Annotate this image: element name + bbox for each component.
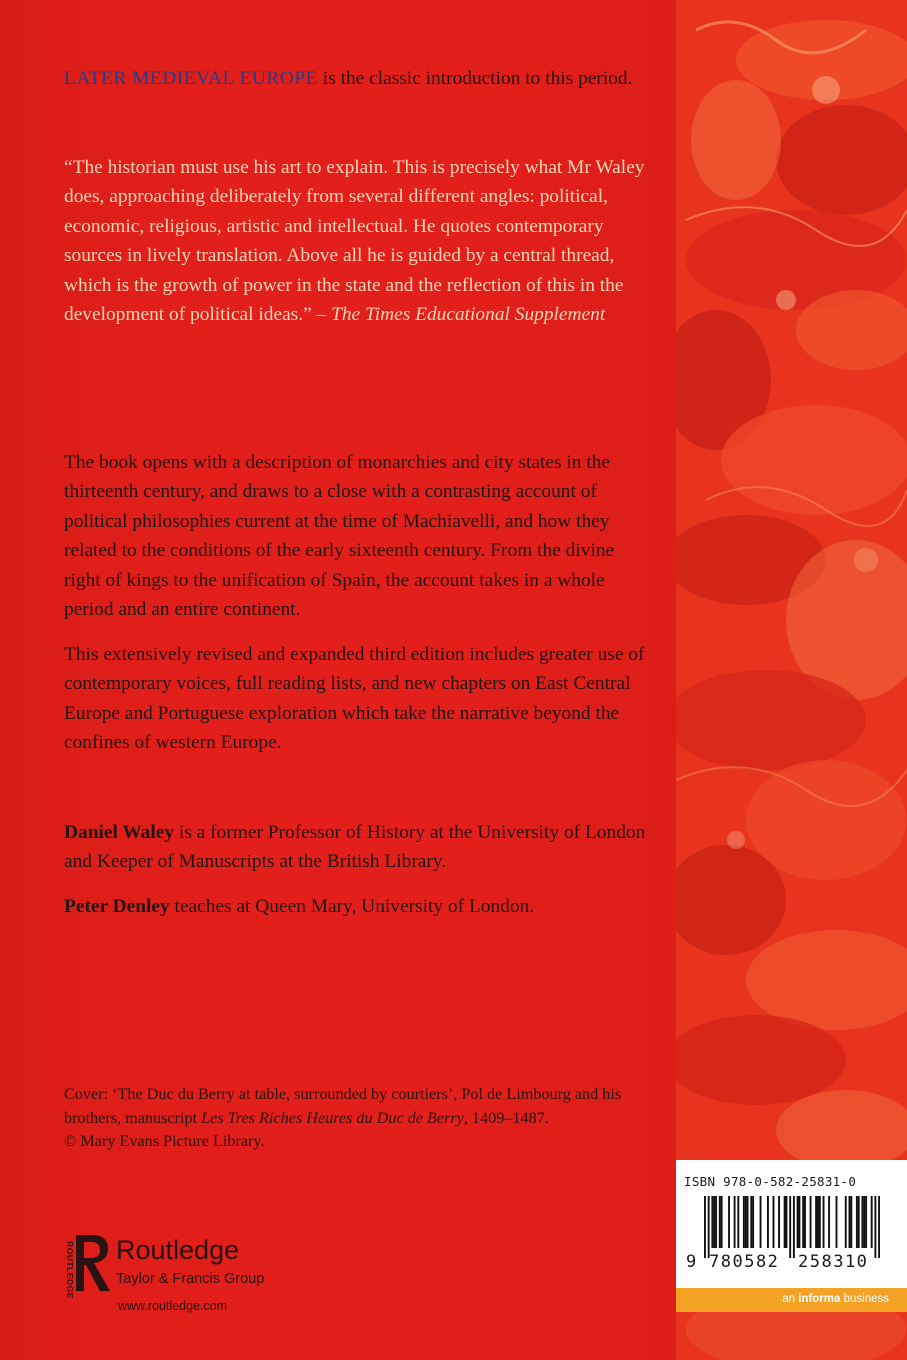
cover-credit bbox=[64, 1083, 664, 1154]
series-title: LATER MEDIEVAL EUROPE bbox=[64, 68, 318, 89]
barcode-bar bbox=[804, 1196, 806, 1248]
routledge-r-logo-icon bbox=[72, 1229, 116, 1297]
intro-text: is the classic introduction to this period. bbox=[317, 68, 633, 89]
barcode-bar bbox=[874, 1196, 876, 1258]
barcode-bar bbox=[861, 1196, 863, 1248]
barcode-bar bbox=[817, 1196, 819, 1248]
credit-text-2: , 1409–1487. bbox=[463, 1108, 549, 1127]
barcode-bar bbox=[850, 1196, 852, 1248]
quote-text: “The historian must use his art to explain. This is precisely what Mr Waley does, approaching deliberately from several different angles: political, economic, religious, artistic and intellectual. He quotes contemporary sources in lively translation. Above all he is guided by a central thread, which is the growth of power in the state and the reflection of this in the development of political ideas.” bbox=[64, 157, 645, 326]
barcode-bar bbox=[798, 1196, 800, 1248]
intro-paragraph bbox=[64, 64, 654, 93]
barcode-bar bbox=[871, 1196, 873, 1248]
barcode-bars bbox=[704, 1196, 880, 1258]
barcode-bar bbox=[784, 1196, 786, 1248]
barcode-bar bbox=[789, 1196, 791, 1258]
barcode-bar bbox=[773, 1196, 775, 1248]
barcode-bar bbox=[863, 1196, 865, 1248]
picture-copyright: © Mary Evans Picture Library. bbox=[64, 1132, 265, 1150]
informa-strip bbox=[676, 1288, 907, 1312]
author-bio-text: teaches at Queen Mary, University of London. bbox=[169, 896, 535, 917]
manuscript-illustration bbox=[676, 0, 907, 1360]
barcode-bar bbox=[845, 1196, 847, 1248]
barcode-bar bbox=[767, 1196, 769, 1248]
barcode-bar bbox=[715, 1196, 717, 1248]
author-bio-denley bbox=[64, 892, 654, 921]
informa-tagline bbox=[782, 1293, 889, 1305]
description-text-2: This extensively revised and expanded third edition includes greater use of contemporary voices, full reading lists, and new chapters on East Central Europe and Portuguese exploration which take the narrative beyond the confines of western Europe. bbox=[64, 644, 645, 754]
publisher-url[interactable]: www.routledge.com bbox=[118, 1299, 228, 1313]
barcode-bar bbox=[737, 1196, 739, 1248]
barcode-bar bbox=[721, 1196, 723, 1248]
barcode-bar bbox=[752, 1196, 754, 1248]
publisher-logo-block bbox=[60, 1225, 300, 1325]
quote-source: The Times Educational Supplement bbox=[331, 304, 606, 326]
barcode-bar bbox=[810, 1196, 812, 1248]
barcode-bar bbox=[760, 1196, 762, 1248]
barcode-bar bbox=[819, 1196, 821, 1248]
barcode-bar bbox=[711, 1196, 713, 1248]
ean-left-digits: 780582 bbox=[709, 1252, 780, 1272]
quote-dash: – bbox=[311, 304, 332, 326]
barcode-bar bbox=[778, 1196, 780, 1248]
barcode-bar bbox=[745, 1196, 747, 1248]
barcode-bar bbox=[719, 1196, 721, 1248]
barcode-bar bbox=[734, 1196, 736, 1248]
barcode-bar bbox=[728, 1196, 730, 1248]
barcode-bar bbox=[713, 1196, 715, 1248]
barcode-bar bbox=[849, 1196, 851, 1248]
author-bio-text: is a former Professor of History at the University of London and Keeper of Manuscripts at the British Library. bbox=[64, 822, 646, 873]
informa-brand: informa bbox=[798, 1293, 841, 1305]
informa-prefix: an bbox=[782, 1293, 799, 1305]
description-text-1: The book opens with a description of monarchies and city states in the thirteenth century, and draws to a close with a contrasting account of political philosophies current at the time of Machiavelli, and how they related to the conditions of the early sixteenth century. From the divine right of kings to the unification of Spain, the account takes in a whole period and an entire continent. bbox=[64, 452, 615, 621]
barcode-bar bbox=[750, 1196, 752, 1248]
review-quote bbox=[64, 153, 654, 329]
barcode-bar bbox=[856, 1196, 858, 1248]
publisher-group: Taylor & Francis Group bbox=[116, 1271, 265, 1287]
barcode-bar bbox=[708, 1196, 710, 1258]
barcode-bar bbox=[815, 1196, 817, 1248]
manuscript-title: Les Tres Riches Heures du Duc de Berry bbox=[201, 1108, 464, 1127]
cover-artwork-strip bbox=[676, 0, 907, 1360]
barcode-bar bbox=[828, 1196, 830, 1248]
barcode-bar bbox=[878, 1196, 880, 1258]
barcode-bar bbox=[793, 1196, 795, 1258]
informa-suffix: business bbox=[840, 1293, 889, 1305]
description-paragraph-2 bbox=[64, 640, 654, 758]
barcode-bar bbox=[797, 1196, 799, 1248]
isbn-label: ISBN 978-0-582-25831-0 bbox=[684, 1174, 857, 1189]
author-bio-waley bbox=[64, 818, 654, 877]
credit-text-1: Cover: ‘The Duc du Berry at table, surrounded by courtiers’, Pol de Limbourg and his brothers, manuscript bbox=[64, 1085, 622, 1127]
barcode-bar bbox=[836, 1196, 838, 1248]
barcode-bar bbox=[858, 1196, 860, 1248]
barcode-bar bbox=[743, 1196, 745, 1248]
description-paragraph-1 bbox=[64, 448, 654, 624]
author-name: Peter Denley bbox=[64, 896, 170, 917]
author-name: Daniel Waley bbox=[64, 822, 175, 843]
barcode-bar bbox=[802, 1196, 804, 1248]
ean-first-digit: 9 bbox=[686, 1252, 697, 1272]
ean-right-digits: 258310 bbox=[798, 1252, 869, 1272]
barcode-bar bbox=[786, 1196, 788, 1248]
barcode-bar bbox=[823, 1196, 825, 1248]
barcode-bar bbox=[704, 1196, 706, 1258]
publisher-side-label: ROUTLEDGE bbox=[65, 1241, 75, 1299]
barcode-bar bbox=[747, 1196, 749, 1248]
barcode-bar bbox=[865, 1196, 867, 1248]
isbn-barcode-box bbox=[676, 1160, 907, 1312]
publisher-name: Routledge bbox=[116, 1235, 240, 1265]
